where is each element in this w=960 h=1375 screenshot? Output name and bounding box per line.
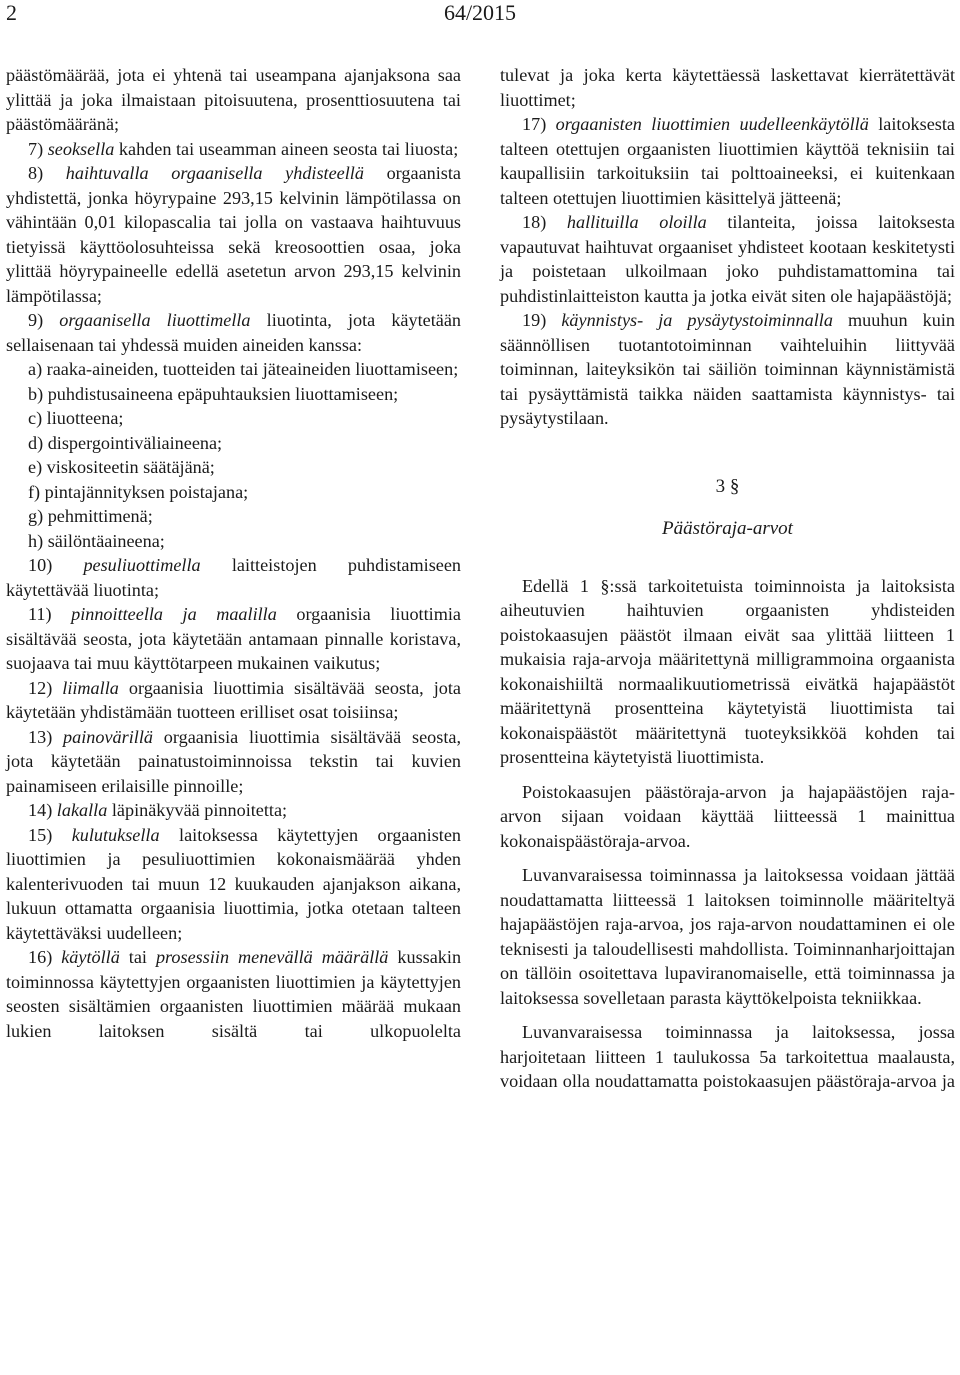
item-number: 13)	[28, 726, 53, 747]
section-paragraph: Edellä 1 §:ssä tarkoitetuista toiminnoista ja laitoksista aiheutuvien haihtuvien orgaanisten yhdisteiden poistokaasujen päästöt ilmaan eivät saa ylittää liitteen 1 mukaisia raja-arvoja määritettynä milligrammoina orgaanista kokonaishiiltä normaalikuutiometrissä eivätkä hajapäästöt määritettynä prosentteina käytetyistä liuottimista tai kokonaispäästöt määritettynä tuoteyksikköä kohden tai prosentteina käytetyistä liuottimista.	[500, 575, 955, 767]
defined-term: pesuliuottimella	[83, 555, 201, 575]
list-item: d) dispergointiväliaineena;	[28, 432, 223, 453]
item-number: 18)	[522, 212, 547, 232]
definition-17	[500, 112, 955, 210]
definition-16	[6, 945, 461, 1043]
definition-text: laitoksesta talteen otettujen orgaanisten liuottimien käyttöä teknisiin tai kaupallisiin tarkoituksiin tai polttoaineeksi, ei kuitenkaan talteen otettujen liuottimien käsittelyä jätteenä;	[500, 114, 956, 208]
definition-text: liuotinta, jota käytetään sellaisenaan tai yhdessä muiden aineiden kanssa:	[6, 310, 462, 355]
definition-connector: tai	[128, 947, 147, 967]
item-number: 15)	[28, 824, 53, 845]
defined-term: prosessiin menevällä määrällä	[155, 947, 389, 967]
page-number: 2	[6, 0, 17, 25]
definition-text: kahden tai useamman aineen seosta tai liuosta;	[118, 138, 459, 159]
defined-term: painovärillä	[63, 726, 153, 747]
item-number: 9)	[28, 310, 44, 330]
item-number: 12)	[28, 677, 53, 698]
defined-term: orgaanisten liuottimien uudelleenkäytöllä	[555, 114, 869, 134]
item-number: 17)	[522, 114, 547, 134]
definition-10	[6, 553, 461, 602]
item-number: 10)	[28, 555, 53, 575]
definition-19	[500, 308, 955, 431]
definition-text: muuhun kuin säännöllisen tuotantotoiminnan vaihteluihin liittyvää toiminnan, laiteyksikön tai säiliön toiminnan käynnistämistä tai pysäyttämistä taikka näiden saattamista käynnistys- tai pysäytystilaan.	[500, 310, 956, 428]
definition-text: tilanteita, joissa laitoksesta vapautuvat haihtuvat orgaaniset yhdisteet kootaan keskitetysti ja poistetaan ulkoilmaan joko puhdistamattomina tai puhdistinlaitteiston kautta ja jotka eivät siten ole hajapäästöjä;	[500, 212, 955, 306]
list-item: a) raaka-aineiden, tuotteiden tai jäteaineiden liuottamiseen;	[28, 359, 459, 379]
item-number: 7)	[28, 138, 44, 159]
definition-text: orgaanisia liuottimia sisältävää seosta, jota käytetään yhdistämään tuotteen erilliset osat toisiinsa;	[6, 677, 462, 722]
definition-text: laitteistojen puhdistamiseen käytettävää liuotinta;	[6, 555, 462, 600]
definition-text: kussakin toiminnossa käytettyjen orgaanisten liuottimien ja käytettyjen seosten sisältämien orgaanisten liuottimien määrää mukaan lukien laitoksen sisältä tai ulkopuolelta	[6, 947, 462, 1041]
defined-term: liimalla	[62, 677, 119, 698]
defined-term: seoksella	[47, 138, 115, 159]
section-number: 3 §	[715, 475, 740, 497]
section-paragraph: Luvanvaraisessa toiminnassa ja laitoksessa, jossa harjoitetaan liitteen 1 taulukossa 5a tarkoitettua maalausta, voidaan olla noudattamatta poistokaasujen päästöraja-arvoa ja	[500, 1022, 955, 1091]
list-item: g) pehmittimenä;	[28, 506, 153, 526]
item-number: 8)	[28, 163, 44, 183]
definition-11	[6, 602, 461, 676]
item-number: 16)	[28, 947, 53, 967]
list-item: c) liuotteena;	[28, 408, 124, 428]
paragraph-continuation: tulevat ja joka kerta käytettäessä laskettavat kierrätettävät liuottimet;	[500, 65, 955, 110]
item-number: 14)	[28, 800, 53, 820]
defined-term: haihtuvalla orgaanisella yhdisteellä	[65, 163, 364, 183]
defined-term: käynnistys- ja pysäytystoiminnalla	[561, 310, 833, 330]
item-number: 19)	[522, 310, 547, 330]
paragraph-continuation: päästömäärää, jota ei yhtenä tai useampana ajanjaksona saa ylittää ja joka ilmaistaan pitoisuutena, prosenttiosuutena tai päästömääränä;	[6, 65, 461, 134]
issue-number: 64/2015	[443, 0, 517, 25]
definition-15	[6, 823, 461, 946]
left-column	[6, 63, 461, 1043]
definition-13	[6, 725, 461, 799]
defined-term: lakalla	[56, 800, 108, 820]
section-title: Päästöraja-arvot	[662, 517, 793, 539]
definition-14	[6, 798, 461, 823]
item-number: 11)	[28, 604, 52, 624]
definition-text: orgaanisia liuottimia sisältävää seosta, jota käytetään antamaan pinnalle koristava, suojaava tai muu käyttötarpeen mukainen vaikutus;	[6, 604, 461, 673]
definition-9	[6, 308, 461, 357]
definition-text: läpinäkyvää pinnoitetta;	[111, 800, 288, 820]
defined-term: hallituilla oloilla	[566, 212, 707, 232]
definition-8	[6, 161, 461, 308]
definition-text: orgaanisia liuottimia sisältävää seosta, jota käytetään painatustoiminnoissa tekstin tai kuvien painamiseen erilaisille pinnoille;	[6, 726, 461, 796]
definition-text: orgaanista yhdistettä, jonka höyrypaine 293,15 kelvinin lämpötilassa on vähintään 0,01 kilopascalia tai jolla on vastaava haihtuvuus tietyissä käyttöolosuhteissa sekä kreosoottien osaa, joka ylittää höyrypaineelle edellä asetetun arvon 293,15 kelvinin lämpötilassa;	[6, 163, 461, 306]
right-column	[500, 63, 955, 1094]
definition-12	[6, 676, 461, 725]
definition-18	[500, 210, 955, 308]
defined-term: kulutuksella	[71, 824, 160, 845]
list-item: e) viskositeetin säätäjänä;	[28, 457, 215, 477]
defined-term: pinnoitteella ja maalilla	[71, 604, 277, 624]
list-item: h) säilöntäaineena;	[28, 530, 165, 551]
definition-7	[6, 137, 461, 162]
section-paragraph: Poistokaasujen päästöraja-arvon ja hajapäästöjen raja-arvon sijaan voidaan käyttää liitteessä 1 mainittua kokonaispäästöraja-arvoa.	[500, 781, 955, 851]
section-paragraph: Luvanvaraisessa toiminnassa ja laitoksessa voidaan jättää noudattamatta liitteessä 1 laitoksen toiminnolle määriteltyä hajapäästöjen raja-arvoa, jos raja-arvon noudattaminen ei ole teknisesti ja taloudellisesti mahdollista. Toiminnanharjoittajan on tällöin osoitettava lupaviranomaiselle, että toiminnassa ja laitoksessa sovelletaan parasta käyttökelpoista tekniikkaa.	[500, 865, 955, 1008]
list-item: b) puhdistusaineena epäpuhtauksien liuottamiseen;	[28, 383, 399, 404]
definition-text: laitoksessa käytettyjen orgaanisten liuottimien ja pesuliuottimien kokonaismäärää yhden kalenterivuoden tai muun 12 kuukauden ajanjakson aikana, lukuun ottamatta orgaanisia liuottimia, jotka otetaan talteen käytettäväksi uudelleen;	[6, 824, 461, 943]
defined-term: käytöllä	[61, 947, 120, 967]
list-item: f) pintajännityksen poistajana;	[28, 481, 249, 502]
defined-term: orgaanisella liuottimella	[59, 310, 251, 330]
